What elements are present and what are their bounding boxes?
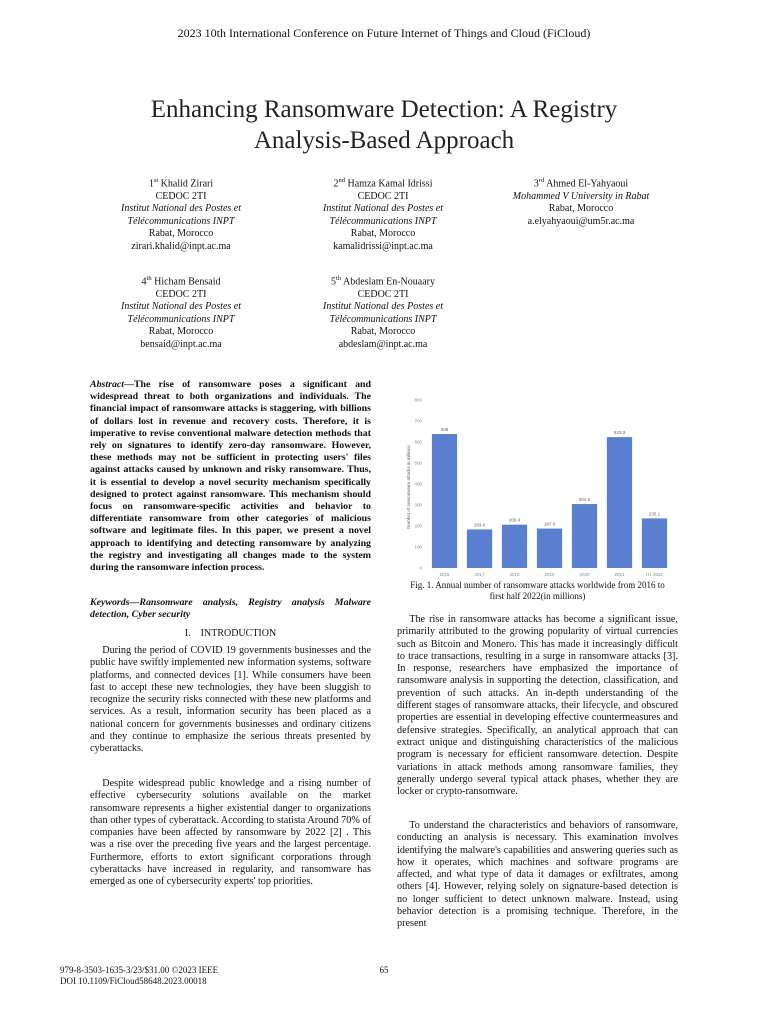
author-institution: Institut National des Postes et	[323, 301, 443, 313]
author-name: Hicham Bensaid	[151, 276, 221, 288]
conference-header: 2023 10th International Conference on Future Internet of Things and Cloud (FiCloud)	[177, 26, 591, 40]
left-paragraph-2: Despite widespread public knowledge and a rising number of effective cybersecurity solutions available on the market ransomware represents a higher existential danger to organizations than other types of cyberattack. According to statista Around 70% of companies have been affected by ransomware by 2022 [2] . This was a rise over the preceding five years and the largest percentage. Furthermore, efforts to extort significant corporations through cyberattacks have increased in regularity, and ransomware has emerged as one of cybersecurity experts' top priorities.	[90, 778, 371, 888]
author-block-1	[76, 175, 286, 253]
author-number: 3	[533, 178, 539, 190]
chart-x-tick-label: 2017	[474, 572, 485, 577]
footer-doi: DOI 10.1109/FiCloud58648.2023.00018	[60, 976, 207, 986]
abstract	[90, 379, 371, 574]
author-ordinal: st	[153, 177, 159, 184]
chart-bar	[607, 437, 632, 568]
keywords: Keywords—Ransomware analysis, Registry analysis Malware detection, Cyber security	[90, 597, 371, 621]
chart-y-axis-label: Number of ransomware attacks in millions	[406, 445, 411, 529]
author-block-2	[278, 175, 488, 253]
chart-data-label: 623.3	[613, 430, 626, 436]
author-block-3	[476, 175, 686, 228]
footer-copyright	[60, 965, 218, 987]
author-ordinal: rd	[538, 177, 545, 184]
chart-bar	[537, 529, 562, 568]
chart-data-label: 236.1	[648, 511, 661, 517]
chart-y-tick-label: 100	[414, 544, 422, 550]
author-city: Rabat, Morocco	[350, 326, 416, 338]
author-number: 1	[148, 178, 154, 190]
chart-bar	[572, 504, 597, 568]
chart-bar	[467, 529, 492, 568]
footer-isbn: 979-8-3503-1635-3/23/$31.00 ©2023 IEEE	[60, 965, 219, 975]
author-city: Rabat, Morocco	[148, 228, 214, 240]
chart-data-label: 183.6	[473, 522, 486, 528]
author-institution: Institut National des Postes et	[121, 301, 241, 313]
chart-data-label: 206.4	[508, 517, 521, 523]
author-number: 5	[331, 276, 337, 288]
author-institution: Institut National des Postes et	[323, 203, 443, 215]
author-email: bensaid@inpt.ac.ma	[140, 338, 222, 350]
author-name: Hamza Kamal Idrissi	[345, 178, 433, 190]
abstract-text: —The rise of ransomware poses a significant and widespread threat to both organizations and individuals. The financial impact of ransomware attacks is staggering, with billions of dollars lost in revenue and recovery costs. Therefore, it is imperative to revise conventional malware detection methods that rely on signatures to identify zero-day ransomware. However, these methods may not be sufficient in protecting users' files against attacks caused by unknown and risky ransomware. Thus, it is essential to develop a novel security mechanism specifically designed to protect against ransomware. This mechanism should focus on ransomware-specific activities and behavior to differentiate ransomware from other categories of malicious software and legitimate files. In this paper, we present a novel approach to identifying and detecting ransomware by analyzing the registry and investigating all changes made to the system during the ransomware infection process.	[90, 379, 371, 574]
author-ordinal: nd	[338, 177, 345, 184]
chart-x-tick-label: 2020	[579, 572, 590, 577]
chart-bar	[642, 518, 667, 568]
author-block-5	[278, 273, 488, 351]
author-dept: CEDOC 2TI	[357, 190, 409, 202]
chart-x-tick-label: 2018	[509, 572, 520, 577]
right-paragraph-1: The rise in ransomware attacks has become a significant issue, primarily attributed to the growing popularity of virtual currencies such as Bitcoin and Monero. This has made it increasingly difficult to trace transactions, resulting in a surge in ransomware attacks [3]. In response, researchers have emphasized the importance of ransomware analysis in supporting the detection, classification, and prevention of such attacks. An in-depth understanding of the different stages of ransomware attacks, their lifecycle, and obscured properties are essential in developing effective countermeasures and defensive strategies. Specifically, an analytical approach that can extract unique and distinguishing characteristics of the malicious program is necessary for efficient ransomware detection. Despite variations in attack methods among ransomware families, they generally undergo several typical attack phases, whether they are locker or crypto-ransomware.	[397, 614, 678, 798]
caption-line-1: Fig. 1. Annual number of ransomware attacks worldwide from 2016 to	[410, 580, 665, 590]
author-city: Rabat, Morocco	[148, 326, 214, 338]
chart-y-tick-label: 600	[414, 439, 422, 445]
chart-y-tick-label: 0	[419, 565, 422, 571]
author-email: a.elyahyaoui@um5r.ac.ma	[527, 215, 635, 227]
author-dept: CEDOC 2TI	[357, 288, 409, 300]
author-ordinal: th	[336, 275, 342, 282]
abstract-lead: Abstract	[90, 379, 125, 390]
chart-y-tick-label: 800	[414, 397, 422, 403]
chart-y-tick-label: 400	[414, 481, 422, 487]
caption-line-2: first half 2022(in millions)	[489, 591, 586, 601]
author-city: Rabat, Morocco	[350, 228, 416, 240]
page-number: 65	[379, 965, 389, 975]
chart-data-label: 638	[440, 427, 449, 433]
author-name: Khalid Zirari	[158, 178, 214, 190]
author-block-4	[76, 273, 286, 351]
author-city: Rabat, Morocco	[548, 203, 614, 215]
author-institution: Mohammed V University in Rabat	[512, 190, 650, 202]
author-institution: Télécommunications INPT	[329, 313, 437, 325]
author-dept: CEDOC 2TI	[155, 190, 207, 202]
author-name: Abdeslam En-Nouaary	[341, 276, 435, 288]
chart-y-tick-label: 500	[414, 460, 422, 466]
author-email: abdeslam@inpt.ac.ma	[338, 338, 428, 350]
author-email: kamalidrissi@inpt.ac.ma	[333, 240, 433, 252]
chart-x-tick-label: 2021	[614, 572, 625, 577]
figure-caption	[397, 580, 678, 602]
section-number: I.	[184, 628, 191, 639]
chart-y-tick-label: 200	[414, 523, 422, 529]
author-institution: Télécommunications INPT	[329, 215, 437, 227]
ransomware-bar-chart	[397, 392, 678, 582]
author-dept: CEDOC 2TI	[155, 288, 207, 300]
author-number: 2	[333, 178, 339, 190]
chart-y-tick-label: 300	[414, 502, 422, 508]
chart-data-label: 187.9	[543, 521, 556, 527]
author-ordinal: th	[146, 275, 152, 282]
section-heading	[90, 628, 371, 639]
title-line-1: Enhancing Ransomware Detection: A Registry	[150, 96, 618, 123]
chart-bar	[502, 525, 527, 568]
author-number: 4	[141, 276, 147, 288]
paper-title	[84, 94, 684, 156]
chart-y-tick-label: 700	[414, 418, 422, 424]
chart-bar	[432, 434, 457, 568]
section-title-rest: NTRODUCTION	[203, 628, 277, 639]
chart-x-tick-label: 2016	[439, 572, 450, 577]
chart-data-label: 304.6	[578, 497, 591, 503]
author-email: zirari.khalid@inpt.ac.ma	[131, 240, 231, 252]
chart-x-tick-label: H1 2022	[645, 572, 664, 577]
title-line-2: Analysis-Based Approach	[253, 127, 515, 154]
author-name: Ahmed El-Yahyaoui	[544, 178, 629, 190]
author-institution: Institut National des Postes et	[121, 203, 241, 215]
section-title-initial: I	[200, 628, 204, 639]
right-paragraph-2: To understand the characteristics and behaviors of ransomware, conducting an analysis is necessary. This examination involves identifying the malware's capabilities and answering queries such as how it operates, which machines and software programs are affected, and what type of data it damages or exfiltrates, among others [4]. However, relying solely on signature-based detection is no longer sufficient to detect unknown malware. Instead, using behavior detection is a promising technique. Therefore, in the present	[397, 820, 678, 930]
left-paragraph-1: During the period of COVID 19 governments businesses and the public have swiftly implemented new information systems, software platforms, and connected devices [1]. While consumers have been fast to accept these new technologies, they have been sluggish to recognize the security risks connected with these new platforms and services. As a result, information security has been placed as a national concern for governments businesses and ordinary citizens and they continue to emphasize the serious threats presented by cyberattacks.	[90, 645, 371, 755]
chart-x-tick-label: 2019	[544, 572, 555, 577]
author-institution: Télécommunications INPT	[127, 215, 235, 227]
author-institution: Télécommunications INPT	[127, 313, 235, 325]
